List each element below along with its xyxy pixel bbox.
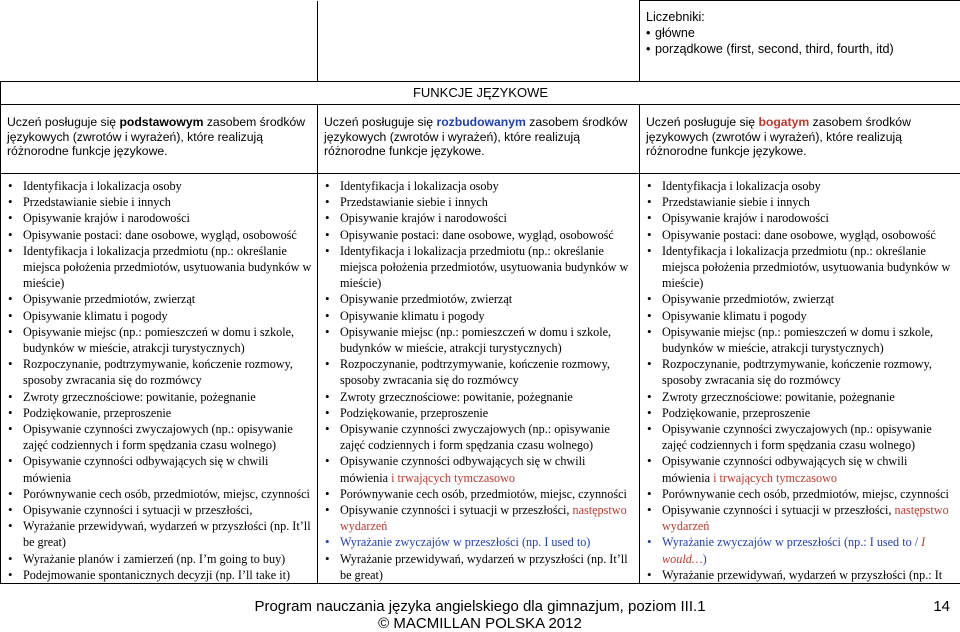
list-item: • Identyfikacja i lokalizacja osoby [324,178,635,194]
page-number: 14 [933,598,950,615]
list-item: • Zwroty grzecznościowe: powitanie, pożegnanie [7,389,313,405]
list-item: • Rozpoczynanie, podtrzymywanie, kończenie rozmowy, sposoby zwracania się do rozmówcy [324,356,635,388]
footer-copyright: © MACMILLAN POLSKA 2012 [378,615,582,632]
intro-text: Uczeń posługuje się [7,115,120,129]
list-item [324,502,635,534]
footer-program: Program nauczania języka angielskiego dla gimnazjum, poziom III.1 [254,598,706,615]
liczebniki-cell [640,1,960,82]
list-item: • Opisywanie czynności zwyczajowych (np.: opisywanie zajęć codziennych i form spędzania czasu wolnego) [7,421,313,453]
item-text: Wyrażanie zwyczajów w przeszłości (np.: I used to / [662,535,922,550]
list-item: • Wyrażanie przewidywań, wydarzeń w przyszłości (np. It’ll be great) [324,551,635,583]
empty-cell-2 [318,1,640,82]
function-list [646,178,956,453]
list-item: • Identyfikacja i lokalizacja osoby [7,178,313,194]
list-item: • Opisywanie czynności zwyczajowych (np.: opisywanie zajęć codziennych i form spędzania czasu wolnego) [646,421,956,453]
item-text: Opisywanie czynności odbywających się w chwili mówienia [662,454,908,485]
list-item: • Opisywanie miejsc (np.: pomieszczeń w domu i szkole, budynków w mieście, atrakcji turystycznych) [646,324,956,356]
list-item: • Przedstawianie siebie i innych [324,194,635,210]
list-item: • Opisywanie miejsc (np.: pomieszczeń w domu i szkole, budynków w mieście, atrakcji turystycznych) [7,324,313,356]
list-item: • Opisywanie krajów i narodowości [7,210,313,226]
list-item: • Opisywanie klimatu i pogody [324,308,635,324]
list-item: • Podejmowanie spontanicznych decyzji (np. I’ll take it) [7,567,313,583]
list-rich [640,174,960,584]
item-text: Opisywanie czynności i sytuacji w przeszłości, [340,503,573,518]
list-item: • Opisywanie przedmiotów, zwierząt [646,291,956,307]
list-item: • Opisywanie krajów i narodowości [646,210,956,226]
item-text-highlight: i trwających tymczasowo [391,470,515,485]
intro-text: zasobem środków językowych (zwrotów i wyrażeń), które realizują różnorodne funkcje językowe. [7,115,306,158]
list-item: • Wyrażanie planów i zamierzeń (np. I’m going to buy) [7,551,313,567]
list-item: • Identyfikacja i lokalizacja przedmiotu (np.: określanie miejsca położenia przedmiotów, usytuowania budynków w mieście) [324,243,635,292]
liczebniki-item: • główne [646,25,954,41]
list-item: • Rozpoczynanie, podtrzymywanie, kończenie rozmowy, sposoby zwracania się do rozmówcy [646,356,956,388]
list-item: • Podziękowanie, przeproszenie [7,405,313,421]
item-text-highlight: następstwo wydarzeń [662,503,949,534]
list-item: • Opisywanie postaci: dane osobowe, wygląd, osobowość [7,227,313,243]
list-extended [318,174,640,584]
list-item: • Identyfikacja i lokalizacja przedmiotu (np.: określanie miejsca położenia przedmiotów, usytuowania budynków w mieście) [7,243,313,292]
table-header: FUNKCJE JĘZYKOWE [1,82,960,105]
item-text: Opisywanie czynności odbywających się w chwili mówienia [340,454,586,485]
list-basic [1,174,318,584]
list-item: • Opisywanie czynności i sytuacji w przeszłości, [7,502,313,518]
list-item: • Identyfikacja i lokalizacja osoby [646,178,956,194]
item-text: Opisywanie czynności i sytuacji w przeszłości, [662,503,895,518]
intro-text: zasobem środków językowych (zwrotów i wyrażeń), które realizują różnorodne funkcje językowe. [324,115,628,158]
intro-keyword: podstawowym [119,115,204,129]
intro-text: Uczeń posługuje się [324,115,437,129]
function-list-extra [646,453,956,583]
intro-keyword: rozbudowanym [436,115,526,129]
list-item [646,502,956,534]
intro-text: zasobem środków językowych (zwrotów i wyrażeń), które realizują różnorodne funkcje językowe. [646,115,911,158]
list-item: • Opisywanie klimatu i pogody [7,308,313,324]
list-item: • Opisywanie czynności odbywających się w chwili mówienia [7,453,313,485]
list-item: • Wyrażanie przewidywań, wydarzeń w przyszłości (np.: It [646,567,956,583]
list-item: • Porównywanie cech osób, przedmiotów, miejsc, czynności [646,486,956,502]
item-text-highlight: następstwo wydarzeń [340,503,627,534]
intro-keyword: bogatym [758,115,810,129]
list-item: • Opisywanie przedmiotów, zwierząt [324,291,635,307]
intro-text: Uczeń posługuje się [646,115,759,129]
item-text: ) [702,551,707,566]
function-list [7,178,313,583]
list-item: • Opisywanie czynności zwyczajowych (np.: opisywanie zajęć codziennych i form spędzania czasu wolnego) [324,421,635,453]
list-item [324,453,635,485]
list-item: • Podziękowanie, przeproszenie [646,405,956,421]
list-item: • Przedstawianie siebie i innych [646,194,956,210]
list-item: • Rozpoczynanie, podtrzymywanie, kończenie rozmowy, sposoby zwracania się do rozmówcy [7,356,313,388]
list-item: • Przedstawianie siebie i innych [7,194,313,210]
intro-rich [640,105,960,174]
list-item: • Opisywanie miejsc (np.: pomieszczeń w domu i szkole, budynków w mieście, atrakcji turystycznych) [324,324,635,356]
list-item [646,534,956,566]
intro-extended [318,105,640,174]
list-item [646,453,956,485]
list-item: • Podziękowanie, przeproszenie [324,405,635,421]
list-item: • Opisywanie krajów i narodowości [324,210,635,226]
empty-cell-1 [1,1,318,82]
list-item: • Wyrażanie przewidywań, wydarzeń w przyszłości (np. It’ll be great) [7,518,313,550]
list-item: • Zwroty grzecznościowe: powitanie, pożegnanie [324,389,635,405]
list-item: • Identyfikacja i lokalizacja przedmiotu (np.: określanie miejsca położenia przedmiotów, usytuowania budynków w mieście) [646,243,956,292]
list-item: • Opisywanie klimatu i pogody [646,308,956,324]
list-item: • Opisywanie postaci: dane osobowe, wygląd, osobowość [324,227,635,243]
list-item: • Zwroty grzecznościowe: powitanie, pożegnanie [646,389,956,405]
function-list [324,178,635,453]
item-text-highlight: i trwających tymczasowo [713,470,837,485]
item-text-highlight: I would… [662,535,926,566]
liczebniki-title: Liczebniki: [646,10,705,24]
list-item: • Porównywanie cech osób, przedmiotów, miejsc, czynności [7,486,313,502]
intro-basic [1,105,318,174]
list-item: • Opisywanie postaci: dane osobowe, wygląd, osobowość [646,227,956,243]
function-list-extra [324,453,635,583]
list-item: • Porównywanie cech osób, przedmiotów, miejsc, czynności [324,486,635,502]
list-item: • Wyrażanie zwyczajów w przeszłości (np. I used to) [324,534,635,550]
liczebniki-item: • porządkowe (first, second, third, fourth, itd) [646,41,954,57]
liczebniki-list [646,25,954,57]
list-item: • Opisywanie przedmiotów, zwierząt [7,291,313,307]
